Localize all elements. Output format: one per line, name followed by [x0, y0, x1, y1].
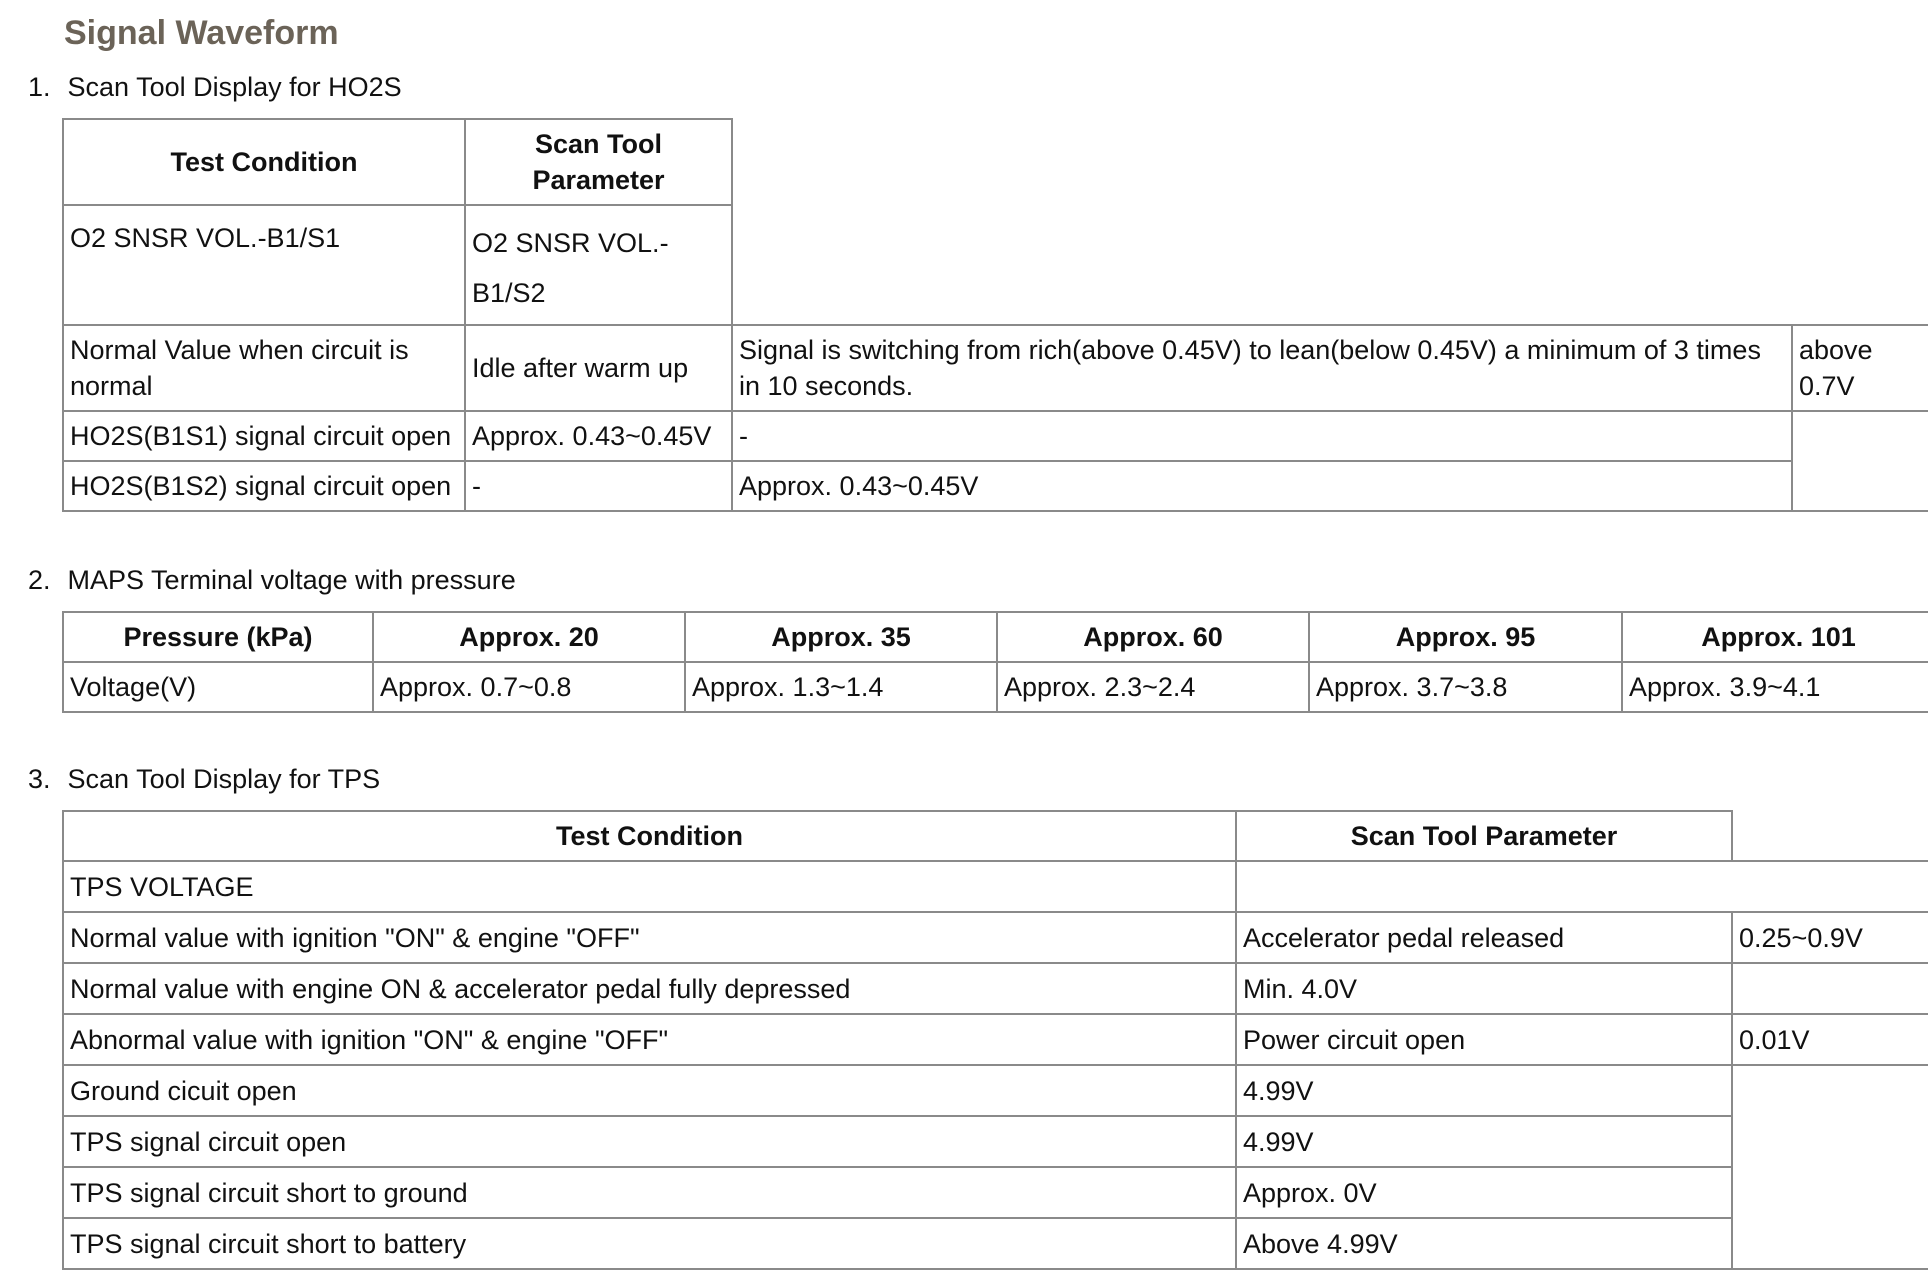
section3-number: 3. [28, 764, 51, 794]
ho2s-header-parameter [465, 119, 732, 205]
tps-row-condition: TPS signal circuit short to battery [63, 1218, 1236, 1269]
tps-empty-value-cell [1732, 1065, 1928, 1269]
maps-voltage-60: Approx. 2.3~2.4 [997, 662, 1309, 712]
ho2s-header-parameter-line2: Parameter [532, 165, 665, 195]
ho2s-empty-area [732, 119, 1928, 325]
section1-title: Scan Tool Display for HO2S [67, 72, 402, 102]
section1-number: 1. [28, 72, 51, 102]
ho2s-b1s2-open-b1s2: Approx. 0.43~0.45V [732, 461, 1792, 511]
ho2s-empty-cell [1792, 411, 1928, 511]
tps-row-parameter: Approx. 0V [1236, 1167, 1732, 1218]
ho2s-b1s1-open-b1s2: - [732, 411, 1792, 461]
maps-voltage-35: Approx. 1.3~1.4 [685, 662, 997, 712]
tps-row-value [1732, 963, 1928, 1014]
section2-title: MAPS Terminal voltage with pressure [67, 565, 516, 595]
ho2s-normal-condition: Idle after warm up [465, 325, 732, 411]
ho2s-normal-value: above 0.7V [1792, 325, 1928, 411]
section2-number: 2. [28, 565, 51, 595]
maps-voltage-101: Approx. 3.9~4.1 [1622, 662, 1928, 712]
maps-header-35: Approx. 35 [685, 612, 997, 662]
ho2s-b1s1-open-b1s1: Approx. 0.43~0.45V [465, 411, 732, 461]
tps-row-parameter: Min. 4.0V [1236, 963, 1732, 1014]
section2-heading [28, 565, 516, 596]
tps-row-parameter: Above 4.99V [1236, 1218, 1732, 1269]
tps-row-parameter: 4.99V [1236, 1116, 1732, 1167]
maps-header-60: Approx. 60 [997, 612, 1309, 662]
ho2s-header-parameter-line1: Scan Tool [534, 129, 662, 159]
tps-row-condition: Normal value with ignition "ON" & engine "OFF" [63, 912, 1236, 963]
tps-header-test-condition: Test Condition [63, 811, 1236, 861]
tps-row-value: 0.01V [1732, 1014, 1928, 1065]
page-title: Signal Waveform [64, 14, 339, 52]
section3-heading [28, 764, 380, 795]
ho2s-header-test-condition: Test Condition [63, 119, 465, 205]
tps-row-condition: Normal value with engine ON & accelerator pedal fully depressed [63, 963, 1236, 1014]
tps-row-condition: TPS signal circuit open [63, 1116, 1236, 1167]
maps-table [62, 611, 1928, 713]
tps-header-empty [1732, 811, 1928, 861]
maps-header-20: Approx. 20 [373, 612, 685, 662]
maps-voltage-label: Voltage(V) [63, 662, 373, 712]
ho2s-sensor-b1s2-line1: O2 SNSR VOL.- [472, 228, 669, 258]
ho2s-b1s2-open-label: HO2S(B1S2) signal circuit open [63, 461, 465, 511]
section1-heading [28, 72, 402, 103]
tps-row-parameter: Accelerator pedal released [1236, 912, 1732, 963]
tps-table [62, 810, 1928, 1270]
maps-voltage-95: Approx. 3.7~3.8 [1309, 662, 1622, 712]
tps-row-condition: Ground cicuit open [63, 1065, 1236, 1116]
tps-header-parameter: Scan Tool Parameter [1236, 811, 1732, 861]
tps-voltage-label: TPS VOLTAGE [63, 861, 1236, 912]
ho2s-table [62, 118, 1928, 512]
ho2s-b1s1-open-label: HO2S(B1S1) signal circuit open [63, 411, 465, 461]
tps-row-parameter: Power circuit open [1236, 1014, 1732, 1065]
maps-voltage-20: Approx. 0.7~0.8 [373, 662, 685, 712]
maps-header-101: Approx. 101 [1622, 612, 1928, 662]
ho2s-sensor-b1s2 [465, 205, 732, 325]
maps-header-pressure: Pressure (kPa) [63, 612, 373, 662]
ho2s-normal-description: Signal is switching from rich(above 0.45V) to lean(below 0.45V) a minimum of 3 times in 10 seconds. [732, 325, 1792, 411]
ho2s-sensor-b1s2-line2: B1/S2 [472, 278, 546, 308]
section3-title: Scan Tool Display for TPS [67, 764, 381, 794]
tps-row-condition: TPS signal circuit short to ground [63, 1167, 1236, 1218]
tps-voltage-empty [1236, 861, 1928, 912]
tps-row-condition: Abnormal value with ignition "ON" & engine "OFF" [63, 1014, 1236, 1065]
ho2s-b1s2-open-b1s1: - [465, 461, 732, 511]
tps-row-value: 0.25~0.9V [1732, 912, 1928, 963]
ho2s-normal-label: Normal Value when circuit is normal [63, 325, 465, 411]
ho2s-sensor-b1s1: O2 SNSR VOL.-B1/S1 [63, 205, 465, 325]
maps-header-95: Approx. 95 [1309, 612, 1622, 662]
tps-row-parameter: 4.99V [1236, 1065, 1732, 1116]
